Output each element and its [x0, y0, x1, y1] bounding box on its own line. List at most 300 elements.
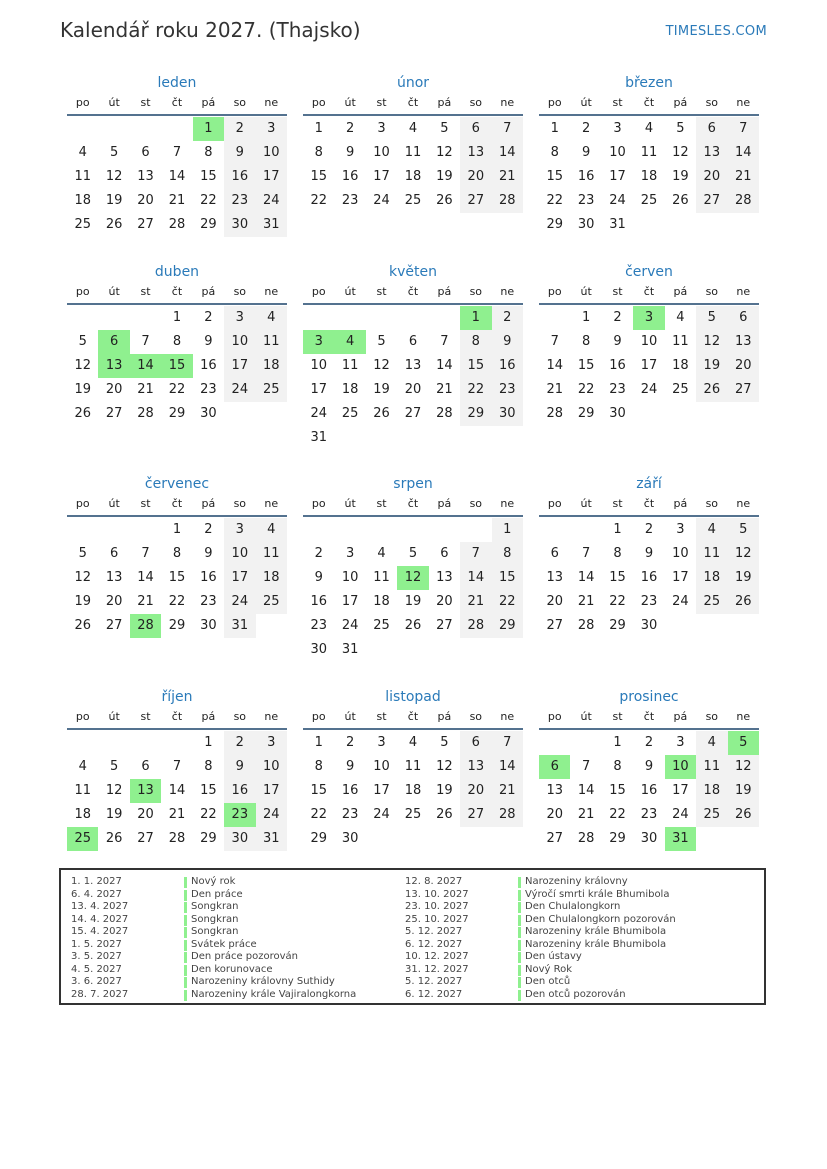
day-cell: 20 — [436, 594, 453, 609]
day-cell: 28 — [137, 406, 154, 421]
day-cell: 7 — [141, 546, 150, 561]
day-cell: 27 — [728, 378, 759, 402]
holiday-day-cell: 23 — [224, 803, 255, 827]
weekday-label: čt — [407, 497, 419, 510]
day-cell: 25 — [404, 807, 422, 822]
day-cell: 8 — [204, 145, 213, 160]
month-name: květen — [389, 264, 437, 280]
weekday-label: st — [140, 285, 151, 298]
weekday-label: po — [547, 96, 562, 109]
day-cell: 22 — [577, 382, 595, 397]
day-cell: 21 — [492, 165, 523, 189]
day-cell: 27 — [460, 803, 491, 827]
weekday-label: út — [344, 285, 356, 298]
empty-cell — [161, 731, 192, 755]
day-cell: 20 — [460, 779, 491, 803]
day-cell: 17 — [256, 779, 287, 803]
empty-cell — [67, 731, 98, 755]
day-cell: 16 — [492, 354, 523, 378]
day-cell: 27 — [105, 406, 123, 421]
brand-link[interactable]: TIMESLES.COM — [665, 24, 767, 39]
legend-color-marker — [184, 990, 187, 1001]
weekday-label: so — [705, 285, 719, 298]
legend-row — [405, 926, 676, 939]
day-cell: 13 — [436, 570, 453, 585]
day-cell: 7 — [460, 542, 491, 566]
day-cell: 26 — [105, 831, 123, 846]
day-cell: 13 — [404, 358, 422, 373]
day-cell: 6 — [460, 731, 491, 755]
weekday-label: st — [140, 710, 151, 723]
day-cell: 5 — [408, 546, 418, 561]
legend-color-marker — [518, 915, 521, 926]
day-cell: 26 — [436, 807, 453, 822]
empty-cell — [303, 306, 334, 330]
day-cell: 23 — [341, 193, 359, 208]
holiday-day-cell: 3 — [303, 330, 334, 354]
day-cell: 28 — [460, 614, 491, 638]
legend-date: 25. 10. 2027 — [405, 913, 469, 925]
day-cell: 30 — [200, 618, 217, 633]
day-cell: 28 — [436, 406, 453, 421]
day-cell: 29 — [168, 406, 186, 421]
day-cell: 30 — [200, 406, 217, 421]
weekday-label: ne — [736, 710, 751, 723]
day-cell: 27 — [105, 618, 123, 633]
legend-date: 12. 8. 2027 — [405, 876, 463, 887]
day-cell: 8 — [460, 330, 491, 354]
day-cell: 14 — [546, 358, 563, 373]
day-cell: 27 — [546, 618, 563, 633]
empty-cell — [98, 306, 129, 330]
day-cell: 22 — [310, 193, 327, 208]
day-cell: 25 — [256, 590, 287, 614]
month-name: červenec — [144, 476, 210, 492]
legend-row — [71, 989, 356, 1002]
legend-color-marker — [184, 927, 187, 938]
day-cell: 20 — [137, 193, 154, 208]
weekday-label: ne — [500, 497, 515, 510]
day-cell: 11 — [404, 145, 422, 160]
weekday-header — [539, 94, 759, 116]
day-cell: 17 — [373, 169, 390, 184]
legend-row — [71, 914, 356, 927]
day-cell: 26 — [672, 193, 689, 208]
day-cell: 30 — [640, 831, 658, 846]
weekday-header — [539, 283, 759, 305]
day-cell: 5 — [696, 306, 727, 330]
weekday-label: čt — [643, 710, 655, 723]
month-name: duben — [154, 264, 200, 280]
weekday-label: so — [705, 710, 719, 723]
day-cell: 16 — [640, 783, 658, 798]
day-cell: 11 — [404, 759, 422, 774]
day-cell: 30 — [224, 827, 255, 851]
day-cell: 7 — [581, 759, 591, 774]
day-cell: 8 — [172, 546, 182, 561]
page-title: Kalendář roku 2027. (Thajsko) — [60, 18, 361, 42]
legend-date: 6. 4. 2027 — [71, 888, 122, 900]
holiday-day-cell: 6 — [539, 755, 570, 779]
weekday-label: ne — [264, 497, 279, 510]
day-cell: 28 — [728, 189, 759, 213]
day-cell: 27 — [696, 189, 727, 213]
weekday-label: čt — [407, 710, 419, 723]
weekday-label: po — [311, 285, 326, 298]
weekday-label: čt — [643, 497, 655, 510]
day-cell: 2 — [204, 522, 213, 537]
legend-color-marker — [184, 977, 187, 988]
day-cell: 19 — [436, 783, 453, 798]
day-cell: 17 — [640, 358, 658, 373]
holiday-day-cell: 4 — [334, 330, 365, 354]
day-cell: 28 — [492, 189, 523, 213]
weekday-label: čt — [171, 497, 183, 510]
day-cell: 19 — [696, 354, 727, 378]
day-cell: 18 — [640, 169, 658, 184]
day-cell: 27 — [137, 831, 154, 846]
weekday-label: čt — [407, 285, 419, 298]
day-cell: 18 — [404, 169, 422, 184]
legend-color-marker — [184, 890, 187, 901]
weekday-label: pá — [673, 285, 688, 298]
month-name: srpen — [393, 476, 433, 492]
day-cell: 19 — [105, 193, 123, 208]
empty-cell — [397, 518, 428, 542]
day-grid — [539, 117, 759, 237]
legend-holiday-name: Den práce pozorován — [191, 951, 299, 962]
day-cell: 18 — [696, 779, 727, 803]
day-cell: 5 — [78, 546, 87, 561]
day-cell: 2 — [224, 117, 255, 141]
day-cell: 7 — [492, 731, 523, 755]
day-cell: 13 — [137, 169, 154, 184]
day-cell: 25 — [640, 193, 658, 208]
day-cell: 8 — [172, 334, 182, 349]
day-cell: 13 — [728, 330, 759, 354]
weekday-header — [303, 708, 523, 730]
month-březen — [539, 72, 759, 237]
day-cell: 25 — [256, 378, 287, 402]
day-cell: 1 — [314, 735, 323, 750]
weekday-label: po — [75, 285, 90, 298]
day-cell: 24 — [256, 189, 287, 213]
day-cell: 24 — [224, 378, 255, 402]
day-cell: 20 — [460, 165, 491, 189]
legend-holiday-name: Narozeniny krále Bhumibola — [525, 926, 667, 937]
day-cell: 14 — [492, 141, 523, 165]
day-cell: 8 — [314, 759, 323, 774]
day-cell: 23 — [224, 189, 255, 213]
day-cell: 5 — [676, 121, 685, 136]
day-cell: 24 — [310, 406, 327, 421]
day-cell: 4 — [696, 518, 727, 542]
day-cell: 19 — [74, 594, 91, 609]
day-cell: 20 — [728, 354, 759, 378]
empty-cell — [130, 117, 161, 141]
holiday-day-cell: 31 — [665, 827, 696, 851]
day-cell: 19 — [728, 566, 759, 590]
day-cell: 4 — [78, 145, 87, 160]
day-cell: 19 — [105, 807, 123, 822]
empty-cell — [98, 518, 129, 542]
legend-color-marker — [518, 927, 521, 938]
day-cell: 10 — [373, 759, 390, 774]
weekday-label: st — [376, 96, 387, 109]
day-cell: 24 — [373, 807, 390, 822]
empty-cell — [130, 518, 161, 542]
day-cell: 15 — [577, 358, 595, 373]
month-name: leden — [157, 75, 197, 91]
legend-date: 3. 6. 2027 — [71, 976, 122, 987]
weekday-label: pá — [437, 96, 452, 109]
holiday-day-cell: 25 — [67, 827, 98, 851]
day-cell: 6 — [696, 117, 727, 141]
weekday-label: pá — [201, 710, 216, 723]
day-cell: 6 — [460, 117, 491, 141]
weekday-label: ne — [500, 96, 515, 109]
weekday-label: ne — [500, 285, 515, 298]
day-cell: 15 — [200, 783, 217, 798]
day-cell: 20 — [105, 594, 123, 609]
legend-row — [71, 889, 356, 902]
day-cell: 27 — [404, 406, 422, 421]
weekday-label: út — [108, 96, 120, 109]
day-cell: 12 — [672, 145, 689, 160]
weekday-header — [539, 708, 759, 730]
day-cell: 10 — [341, 570, 359, 585]
day-cell: 26 — [74, 406, 91, 421]
day-cell: 5 — [78, 334, 87, 349]
day-cell: 3 — [377, 121, 386, 136]
day-cell: 28 — [168, 217, 186, 232]
day-cell: 9 — [492, 330, 523, 354]
day-cell: 20 — [137, 807, 154, 822]
empty-cell — [366, 306, 397, 330]
day-cell: 26 — [404, 618, 422, 633]
day-cell: 2 — [314, 546, 323, 561]
empty-cell — [366, 518, 397, 542]
day-cell: 7 — [141, 334, 150, 349]
day-cell: 6 — [408, 334, 418, 349]
day-cell: 19 — [404, 594, 422, 609]
legend-row — [405, 989, 676, 1002]
legend-holiday-name: Den ústavy — [525, 951, 582, 962]
day-cell: 24 — [224, 590, 255, 614]
day-cell: 12 — [436, 759, 453, 774]
legend-row — [405, 939, 676, 952]
day-cell: 26 — [696, 378, 727, 402]
weekday-label: ne — [500, 710, 515, 723]
legend-row — [71, 926, 356, 939]
day-cell: 9 — [345, 145, 355, 160]
day-cell: 12 — [105, 169, 123, 184]
legend-color-marker — [518, 940, 521, 951]
day-cell: 23 — [200, 594, 217, 609]
day-cell: 12 — [728, 755, 759, 779]
day-cell: 17 — [672, 783, 689, 798]
day-cell: 15 — [310, 783, 327, 798]
legend-color-marker — [518, 965, 521, 976]
month-duben — [67, 261, 287, 426]
day-cell: 2 — [492, 306, 523, 330]
weekday-header — [303, 283, 523, 305]
month-name: únor — [396, 75, 430, 91]
month-prosinec — [539, 686, 759, 851]
legend-column-right — [405, 876, 676, 1001]
day-cell: 29 — [200, 831, 217, 846]
day-cell: 4 — [408, 121, 418, 136]
day-cell: 13 — [546, 570, 563, 585]
day-cell: 29 — [310, 831, 327, 846]
weekday-label: pá — [437, 285, 452, 298]
weekday-label: ne — [264, 96, 279, 109]
day-cell: 11 — [74, 783, 91, 798]
day-cell: 25 — [404, 193, 422, 208]
day-cell: 15 — [460, 354, 491, 378]
weekday-header — [303, 94, 523, 116]
weekday-label: po — [547, 710, 562, 723]
day-cell: 6 — [728, 306, 759, 330]
legend-color-marker — [184, 940, 187, 951]
day-cell: 10 — [609, 145, 626, 160]
day-cell: 16 — [200, 358, 217, 373]
weekday-label: so — [705, 96, 719, 109]
legend-date: 1. 1. 2027 — [71, 876, 122, 887]
weekday-label: út — [108, 497, 120, 510]
weekday-label: út — [580, 285, 592, 298]
day-cell: 12 — [373, 358, 390, 373]
holiday-day-cell: 1 — [460, 306, 491, 330]
day-cell: 18 — [696, 566, 727, 590]
day-cell: 4 — [696, 731, 727, 755]
day-cell: 16 — [224, 165, 255, 189]
weekday-label: út — [108, 710, 120, 723]
legend-color-marker — [184, 902, 187, 913]
day-grid — [303, 306, 523, 450]
holiday-day-cell: 3 — [633, 306, 664, 330]
day-cell: 14 — [577, 783, 595, 798]
day-cell: 28 — [546, 406, 563, 421]
legend-color-marker — [518, 977, 521, 988]
weekday-label: čt — [171, 285, 183, 298]
day-cell: 14 — [577, 570, 595, 585]
month-září — [539, 473, 759, 638]
empty-cell — [130, 306, 161, 330]
day-cell: 2 — [224, 731, 255, 755]
day-cell: 9 — [224, 755, 255, 779]
holiday-day-cell: 6 — [98, 330, 129, 354]
day-cell: 15 — [168, 570, 186, 585]
day-cell: 22 — [460, 378, 491, 402]
day-cell: 5 — [440, 121, 449, 136]
legend-row — [71, 901, 356, 914]
day-cell: 1 — [581, 310, 591, 325]
month-name: říjen — [161, 689, 193, 705]
day-cell: 21 — [577, 807, 595, 822]
day-cell: 11 — [696, 755, 727, 779]
month-říjen — [67, 686, 287, 851]
day-cell: 9 — [644, 546, 654, 561]
day-cell: 7 — [550, 334, 559, 349]
day-cell: 18 — [74, 807, 91, 822]
day-cell: 21 — [728, 165, 759, 189]
day-cell: 8 — [613, 759, 622, 774]
day-cell: 23 — [577, 193, 595, 208]
day-cell: 4 — [256, 306, 287, 330]
legend-color-marker — [184, 877, 187, 888]
weekday-header — [67, 708, 287, 730]
holiday-day-cell: 13 — [98, 354, 129, 378]
month-name: březen — [625, 75, 673, 91]
day-cell: 16 — [341, 169, 359, 184]
day-cell: 31 — [609, 217, 626, 232]
weekday-label: so — [469, 285, 483, 298]
day-cell: 24 — [373, 193, 390, 208]
legend-color-marker — [184, 952, 187, 963]
day-cell: 2 — [345, 735, 355, 750]
day-cell: 28 — [492, 803, 523, 827]
day-cell: 30 — [310, 642, 327, 657]
day-cell: 19 — [373, 382, 390, 397]
day-cell: 21 — [492, 779, 523, 803]
weekday-label: st — [140, 497, 151, 510]
day-cell: 11 — [74, 169, 91, 184]
day-cell: 31 — [310, 430, 327, 445]
day-cell: 30 — [224, 213, 255, 237]
day-cell: 6 — [141, 759, 150, 774]
empty-cell — [539, 306, 570, 330]
day-cell: 27 — [436, 618, 453, 633]
day-cell: 4 — [676, 310, 685, 325]
day-cell: 8 — [492, 542, 523, 566]
legend-row — [71, 939, 356, 952]
empty-cell — [98, 117, 129, 141]
day-cell: 19 — [436, 169, 453, 184]
day-cell: 5 — [109, 145, 119, 160]
day-cell: 17 — [672, 570, 689, 585]
day-cell: 30 — [341, 831, 359, 846]
day-cell: 15 — [310, 169, 327, 184]
day-cell: 9 — [345, 759, 355, 774]
month-name: červen — [625, 264, 673, 280]
empty-cell — [334, 518, 365, 542]
month-name: listopad — [385, 689, 441, 705]
weekday-label: st — [140, 96, 151, 109]
weekday-label: pá — [201, 497, 216, 510]
weekday-label: čt — [171, 96, 183, 109]
day-cell: 22 — [168, 382, 186, 397]
legend-row — [405, 901, 676, 914]
legend-holiday-name: Svátek práce — [191, 938, 257, 950]
day-cell: 29 — [492, 614, 523, 638]
weekday-label: po — [547, 497, 562, 510]
legend-holiday-name: Songkran — [191, 913, 239, 925]
day-cell: 22 — [609, 807, 626, 822]
legend-color-marker — [518, 902, 521, 913]
day-cell: 6 — [109, 546, 119, 561]
day-cell: 12 — [436, 145, 453, 160]
day-cell: 16 — [224, 779, 255, 803]
day-cell: 24 — [341, 618, 359, 633]
day-grid — [539, 306, 759, 426]
holiday-day-cell: 13 — [130, 779, 161, 803]
day-grid — [67, 117, 287, 237]
month-červen — [539, 261, 759, 426]
legend-holiday-name: Den otců — [525, 976, 571, 987]
day-cell: 29 — [546, 217, 563, 232]
weekday-header — [539, 495, 759, 517]
